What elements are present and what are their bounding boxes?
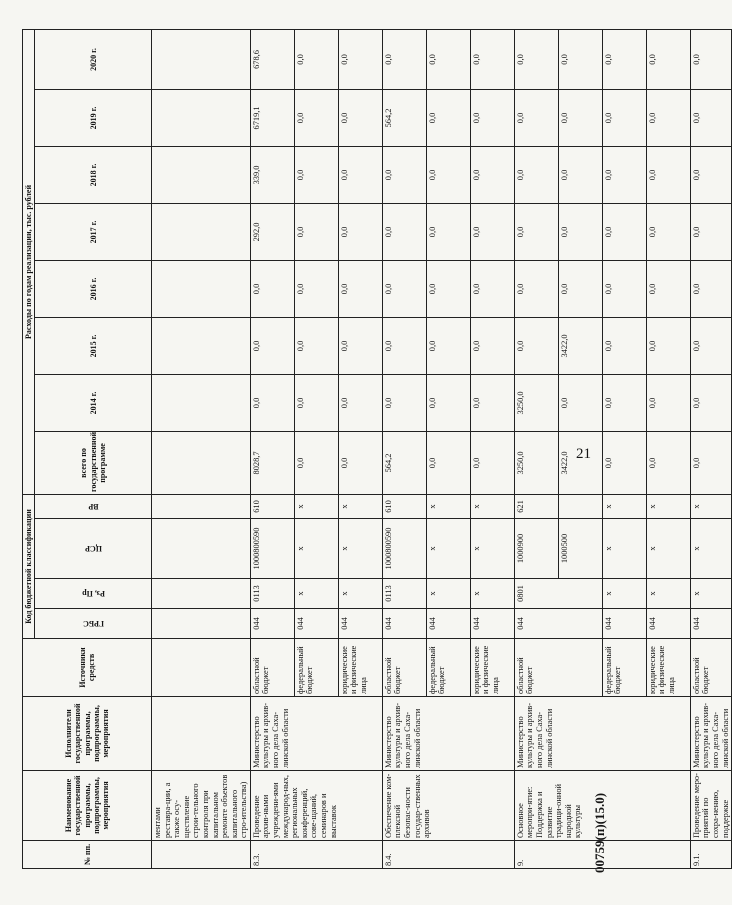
row-year-2020: 0,0 [426, 29, 470, 89]
table-row [690, 29, 731, 868]
row-year-2019: 0,0 [426, 89, 470, 146]
row-executor: Министерство культуры и архив-ного дела Саха-линской области [382, 697, 514, 771]
row-year-2017: 0,0 [646, 203, 690, 260]
row-year-2020: 0,0 [646, 29, 690, 89]
row-year-2017: 0,0 [294, 203, 338, 260]
row-year-2019: 6719,1 [250, 89, 294, 146]
row-year-2015: 3422,0 [558, 317, 602, 374]
row-year-2019: 0,0 [646, 89, 690, 146]
row-grbs: 044 [514, 609, 602, 639]
row-name: Проведение архив-ными учреждени-ями международ-ных, региональных конференций, сове-щаний, семинаров и выставок [250, 771, 382, 841]
row-name: Основное меропри-ятие: Поддержка и развитие традици-онной народной культуры [514, 771, 690, 841]
row-csr: 1000800590 [382, 519, 426, 579]
row-source: юридические и физические лица [338, 639, 382, 697]
row-year-2014: 0,0 [250, 374, 294, 431]
header-budget-code: Код бюджетной классификации [23, 494, 35, 638]
row-total: 0,0 [338, 431, 382, 494]
row-vr: 621 [514, 494, 558, 518]
row-total: 0,0 [690, 431, 731, 494]
header-total: всего по государственной программе [35, 431, 152, 494]
row-rzpr: 0113 [382, 579, 426, 609]
row-total: 3250,0 [514, 431, 558, 494]
row-csr: x [470, 519, 514, 579]
row-year-2019: 0,0 [602, 89, 646, 146]
row-year-2019: 564,2 [382, 89, 426, 146]
row-csr: x [338, 519, 382, 579]
row-year-2020: 0,0 [514, 29, 558, 89]
row-csr: 1000500 [558, 519, 602, 579]
row-year-2020: 0,0 [690, 29, 731, 89]
row-source: областной бюджет [382, 639, 426, 697]
row-rzpr: x [646, 579, 690, 609]
row-vr: x [426, 494, 470, 518]
table-row [382, 29, 426, 868]
row-year-2018: 0,0 [294, 146, 338, 203]
header-year-2015: 2015 г. [35, 317, 152, 374]
row-executor: Министерство культуры и архив-ного дела Саха-линской области [514, 697, 690, 771]
row-vr: 610 [250, 494, 294, 518]
header-year-2016: 2016 г. [35, 260, 152, 317]
row-grbs: 044 [690, 609, 731, 639]
row-year-2015: 0,0 [470, 317, 514, 374]
row-year-2014: 0,0 [338, 374, 382, 431]
row-year-2015: 0,0 [382, 317, 426, 374]
row-vr: 610 [382, 494, 426, 518]
row-year-2018: 0,0 [338, 146, 382, 203]
row-rzpr: x [470, 579, 514, 609]
row-name: Проведение меро-приятий по сохра-нению, поддержке [690, 771, 731, 841]
row-year-2017: 0,0 [690, 203, 731, 260]
row-year-2015: 0,0 [250, 317, 294, 374]
row-year-2015: 0,0 [690, 317, 731, 374]
row-year-2016: 0,0 [690, 260, 731, 317]
row-year-2020: 0,0 [558, 29, 602, 89]
row-year-2018: 0,0 [382, 146, 426, 203]
row-year-2019: 0,0 [470, 89, 514, 146]
row-number: 8.4. [382, 841, 514, 869]
row-year-2014: 0,0 [470, 374, 514, 431]
table-row [514, 29, 558, 868]
row-source: юридические и физические лица [646, 639, 690, 697]
header-year-2019: 2019 г. [35, 89, 152, 146]
row-year-2017: 0,0 [558, 203, 602, 260]
row-number: 9. [514, 841, 690, 869]
row-year-2018: 0,0 [558, 146, 602, 203]
row-year-2017: 292,0 [250, 203, 294, 260]
row-year-2014: 0,0 [602, 374, 646, 431]
row-year-2020: 0,0 [602, 29, 646, 89]
row-source: областной бюджет [250, 639, 294, 697]
row-total: 8028,7 [250, 431, 294, 494]
row-year-2016: 0,0 [646, 260, 690, 317]
row-year-2016: 0,0 [514, 260, 558, 317]
header-rzpr: Рз, Пр [35, 579, 152, 609]
row-source: областной бюджет [690, 639, 731, 697]
row-year-2018: 0,0 [646, 146, 690, 203]
row-rzpr: x [690, 579, 731, 609]
header-expenses: Расходы по годам реализации, тыс. рублей [23, 29, 35, 494]
row-csr: x [426, 519, 470, 579]
row-year-2019: 0,0 [558, 89, 602, 146]
row-rzpr: x [426, 579, 470, 609]
row-year-2015: 0,0 [646, 317, 690, 374]
row-year-2015: 0,0 [426, 317, 470, 374]
row-csr: 1000900 [514, 519, 558, 579]
row-source: юридические и физические лица [470, 639, 514, 697]
row-year-2016: 0,0 [470, 260, 514, 317]
row-number: 9.1. [690, 841, 731, 869]
row-rzpr: x [294, 579, 338, 609]
row-year-2018: 0,0 [602, 146, 646, 203]
row-year-2020: 0,0 [338, 29, 382, 89]
row-year-2016: 0,0 [250, 260, 294, 317]
header-name: Наименование государственной программы, подпрограммы, мероприятия [23, 771, 152, 841]
row-year-2019: 0,0 [338, 89, 382, 146]
header-executor: Исполнители государственной программы, подпрограммы, мероприятия [23, 697, 152, 771]
row-vr: x [646, 494, 690, 518]
row-year-2015: 0,0 [602, 317, 646, 374]
row-year-2018: 0,0 [426, 146, 470, 203]
row-rzpr: 0113 [250, 579, 294, 609]
row-grbs: 044 [338, 609, 382, 639]
row-year-2020: 0,0 [470, 29, 514, 89]
row-source: федеральный бюджет [426, 639, 470, 697]
row-csr: x [602, 519, 646, 579]
row-year-2014: 0,0 [646, 374, 690, 431]
row-year-2018: 0,0 [514, 146, 558, 203]
row-year-2020: 0,0 [294, 29, 338, 89]
table-row [250, 29, 294, 868]
row-year-2014: 0,0 [426, 374, 470, 431]
document-number: 00759(п)(15.0) [592, 792, 607, 873]
continuation-row [152, 29, 251, 868]
row-total: 0,0 [646, 431, 690, 494]
row-year-2015: 0,0 [338, 317, 382, 374]
row-year-2014: 0,0 [382, 374, 426, 431]
row-year-2018: 0,0 [690, 146, 731, 203]
budget-table [22, 29, 732, 869]
row-vr [558, 494, 602, 518]
row-csr: x [646, 519, 690, 579]
row-grbs: 044 [602, 609, 646, 639]
row-total: 0,0 [602, 431, 646, 494]
row-grbs: 044 [426, 609, 470, 639]
row-grbs: 044 [250, 609, 294, 639]
row-year-2014: 0,0 [690, 374, 731, 431]
header-grbs: ГРБС [35, 609, 152, 639]
row-year-2017: 0,0 [602, 203, 646, 260]
row-total: 0,0 [294, 431, 338, 494]
row-year-2019: 0,0 [514, 89, 558, 146]
row-year-2016: 0,0 [558, 260, 602, 317]
row-year-2017: 0,0 [426, 203, 470, 260]
row-year-2018: 339,0 [250, 146, 294, 203]
row-grbs: 044 [382, 609, 426, 639]
row-year-2014: 0,0 [558, 374, 602, 431]
row-grbs: 044 [470, 609, 514, 639]
row-total: 0,0 [426, 431, 470, 494]
row-executor: Министерство культуры и архив-ного дела Саха-линской области [250, 697, 382, 771]
row-executor: Министерство культуры и архив-ного дела Саха-линской области [690, 697, 731, 771]
row-rzpr: x [602, 579, 646, 609]
row-source: областной бюджет [514, 639, 602, 697]
header-csr: ЦСР [35, 519, 152, 579]
header-year-2020: 2020 г. [35, 29, 152, 89]
page-number: 21 [576, 446, 591, 462]
row-source: федеральный бюджет [602, 639, 646, 697]
header-vr: ВР [35, 494, 152, 518]
row-grbs: 044 [294, 609, 338, 639]
row-year-2016: 0,0 [338, 260, 382, 317]
row-year-2017: 0,0 [514, 203, 558, 260]
row-year-2016: 0,0 [426, 260, 470, 317]
row-vr: x [338, 494, 382, 518]
row-year-2017: 0,0 [382, 203, 426, 260]
row-year-2017: 0,0 [470, 203, 514, 260]
row-csr: x [690, 519, 731, 579]
header-num: № пп. [23, 841, 152, 869]
row-year-2018: 0,0 [470, 146, 514, 203]
header-year-2014: 2014 г. [35, 374, 152, 431]
row-total: 564,2 [382, 431, 426, 494]
row-year-2014: 3250,0 [514, 374, 558, 431]
row-vr: x [294, 494, 338, 518]
row-total: 3422,0 [558, 431, 602, 494]
row-rzpr: 0801 [514, 579, 602, 609]
header-year-2017: 2017 г. [35, 203, 152, 260]
header-source: Источники средств [23, 639, 152, 697]
continuation-name: ментами реставра-ции, а также осу-ществление строи-тельного контроля при капитальном ремонте объектов капитального стро-ительства) [152, 771, 251, 841]
row-year-2015: 0,0 [294, 317, 338, 374]
row-number: 8.3. [250, 841, 382, 869]
row-year-2020: 0,0 [382, 29, 426, 89]
row-name: Обеспечение ком-плексной безопас-ности государ-ственных архивов [382, 771, 514, 841]
row-year-2020: 678,6 [250, 29, 294, 89]
row-year-2016: 0,0 [294, 260, 338, 317]
row-year-2017: 0,0 [338, 203, 382, 260]
row-csr: x [294, 519, 338, 579]
row-csr: 1000800590 [250, 519, 294, 579]
row-year-2016: 0,0 [602, 260, 646, 317]
row-rzpr: x [338, 579, 382, 609]
row-year-2014: 0,0 [294, 374, 338, 431]
row-year-2019: 0,0 [294, 89, 338, 146]
row-year-2015: 0,0 [514, 317, 558, 374]
row-total: 0,0 [470, 431, 514, 494]
row-year-2016: 0,0 [382, 260, 426, 317]
header-year-2018: 2018 г. [35, 146, 152, 203]
row-vr: x [470, 494, 514, 518]
row-source: федеральный бюджет [294, 639, 338, 697]
row-grbs: 044 [646, 609, 690, 639]
row-year-2019: 0,0 [690, 89, 731, 146]
row-vr: x [602, 494, 646, 518]
row-vr: x [690, 494, 731, 518]
